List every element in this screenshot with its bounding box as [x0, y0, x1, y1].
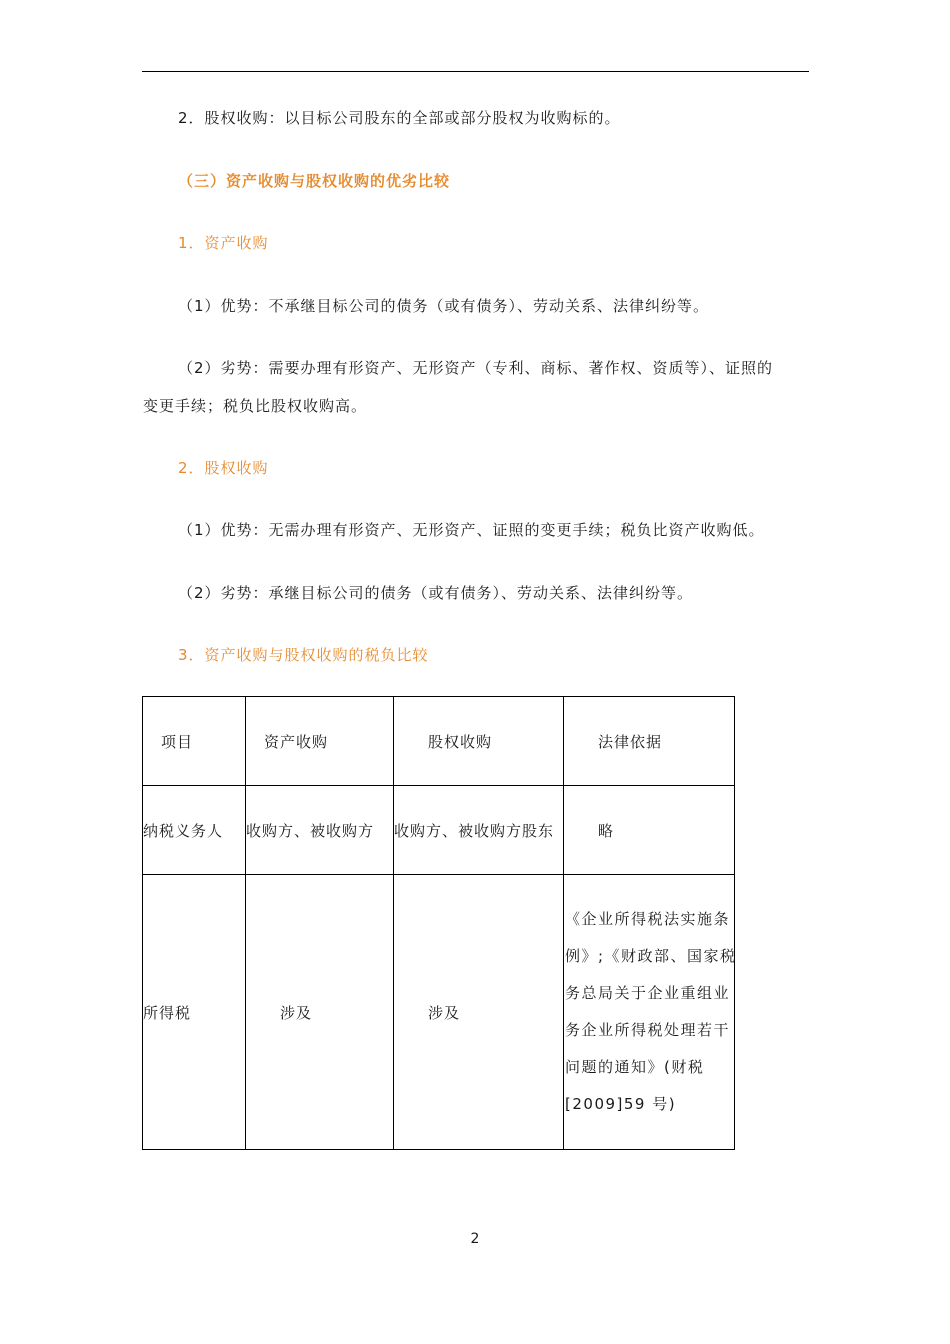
- subheading-asset-acquisition: 1．资产收购: [178, 234, 269, 252]
- equity-advantage-text: （1）优势：无需办理有形资产、无形资产、证照的变更手续；税负比资产收购低。: [178, 521, 765, 539]
- asset-disadvantage-text-1: （2）劣势：需要办理有形资产、无形资产（专利、商标、著作权、资质等）、证照的: [178, 359, 774, 377]
- cell-taxpayer-equity: 收购方、被收购方股东: [394, 786, 564, 875]
- subheading-tax-comparison: 3．资产收购与股权收购的税负比较: [178, 646, 429, 664]
- section-heading-comparison: （三）资产收购与股权收购的优劣比较: [178, 172, 451, 190]
- cell-taxpayer: 纳税义务人: [143, 786, 246, 875]
- page-number: 2: [470, 1231, 480, 1247]
- header-rule: [142, 71, 809, 72]
- tax-comparison-table: [142, 696, 735, 1150]
- basis-line: 《企业所得税法实施条: [565, 910, 731, 928]
- cell-income-tax-equity: 涉及: [394, 875, 564, 1150]
- cell-income-tax-basis: [564, 875, 735, 1150]
- subheading-equity-acquisition: 2．股权收购: [178, 459, 269, 477]
- cell-taxpayer-asset: 收购方、被收购方: [246, 786, 394, 875]
- basis-line: 务企业所得税处理若干: [565, 1021, 731, 1039]
- cell-income-tax-asset: 涉及: [246, 875, 394, 1150]
- basis-line: 例》;《财政部、国家税: [565, 947, 737, 965]
- table-row: [143, 786, 735, 875]
- equity-acquisition-definition: 2．股权收购：以目标公司股东的全部或部分股权为收购标的。: [178, 109, 621, 127]
- header-equity-acquisition: 股权收购: [394, 697, 564, 786]
- header-legal-basis: 法律依据: [564, 697, 735, 786]
- basis-line: 问题的通知》(财税: [565, 1058, 705, 1076]
- header-item: 项目: [143, 697, 246, 786]
- table-row: [143, 875, 735, 1150]
- asset-advantage-text: （1）优势：不承继目标公司的债务（或有债务）、劳动关系、法律纠纷等。: [178, 297, 710, 315]
- basis-line: 务总局关于企业重组业: [565, 984, 731, 1002]
- cell-income-tax: 所得税: [143, 875, 246, 1150]
- asset-disadvantage-text-2: 变更手续；税负比股权收购高。: [143, 397, 368, 415]
- cell-taxpayer-basis: 略: [564, 786, 735, 875]
- header-asset-acquisition: 资产收购: [246, 697, 394, 786]
- equity-disadvantage-text: （2）劣势：承继目标公司的债务（或有债务）、劳动关系、法律纠纷等。: [178, 584, 694, 602]
- table-header-row: [143, 697, 735, 786]
- basis-line: [2009]59 号): [565, 1095, 677, 1113]
